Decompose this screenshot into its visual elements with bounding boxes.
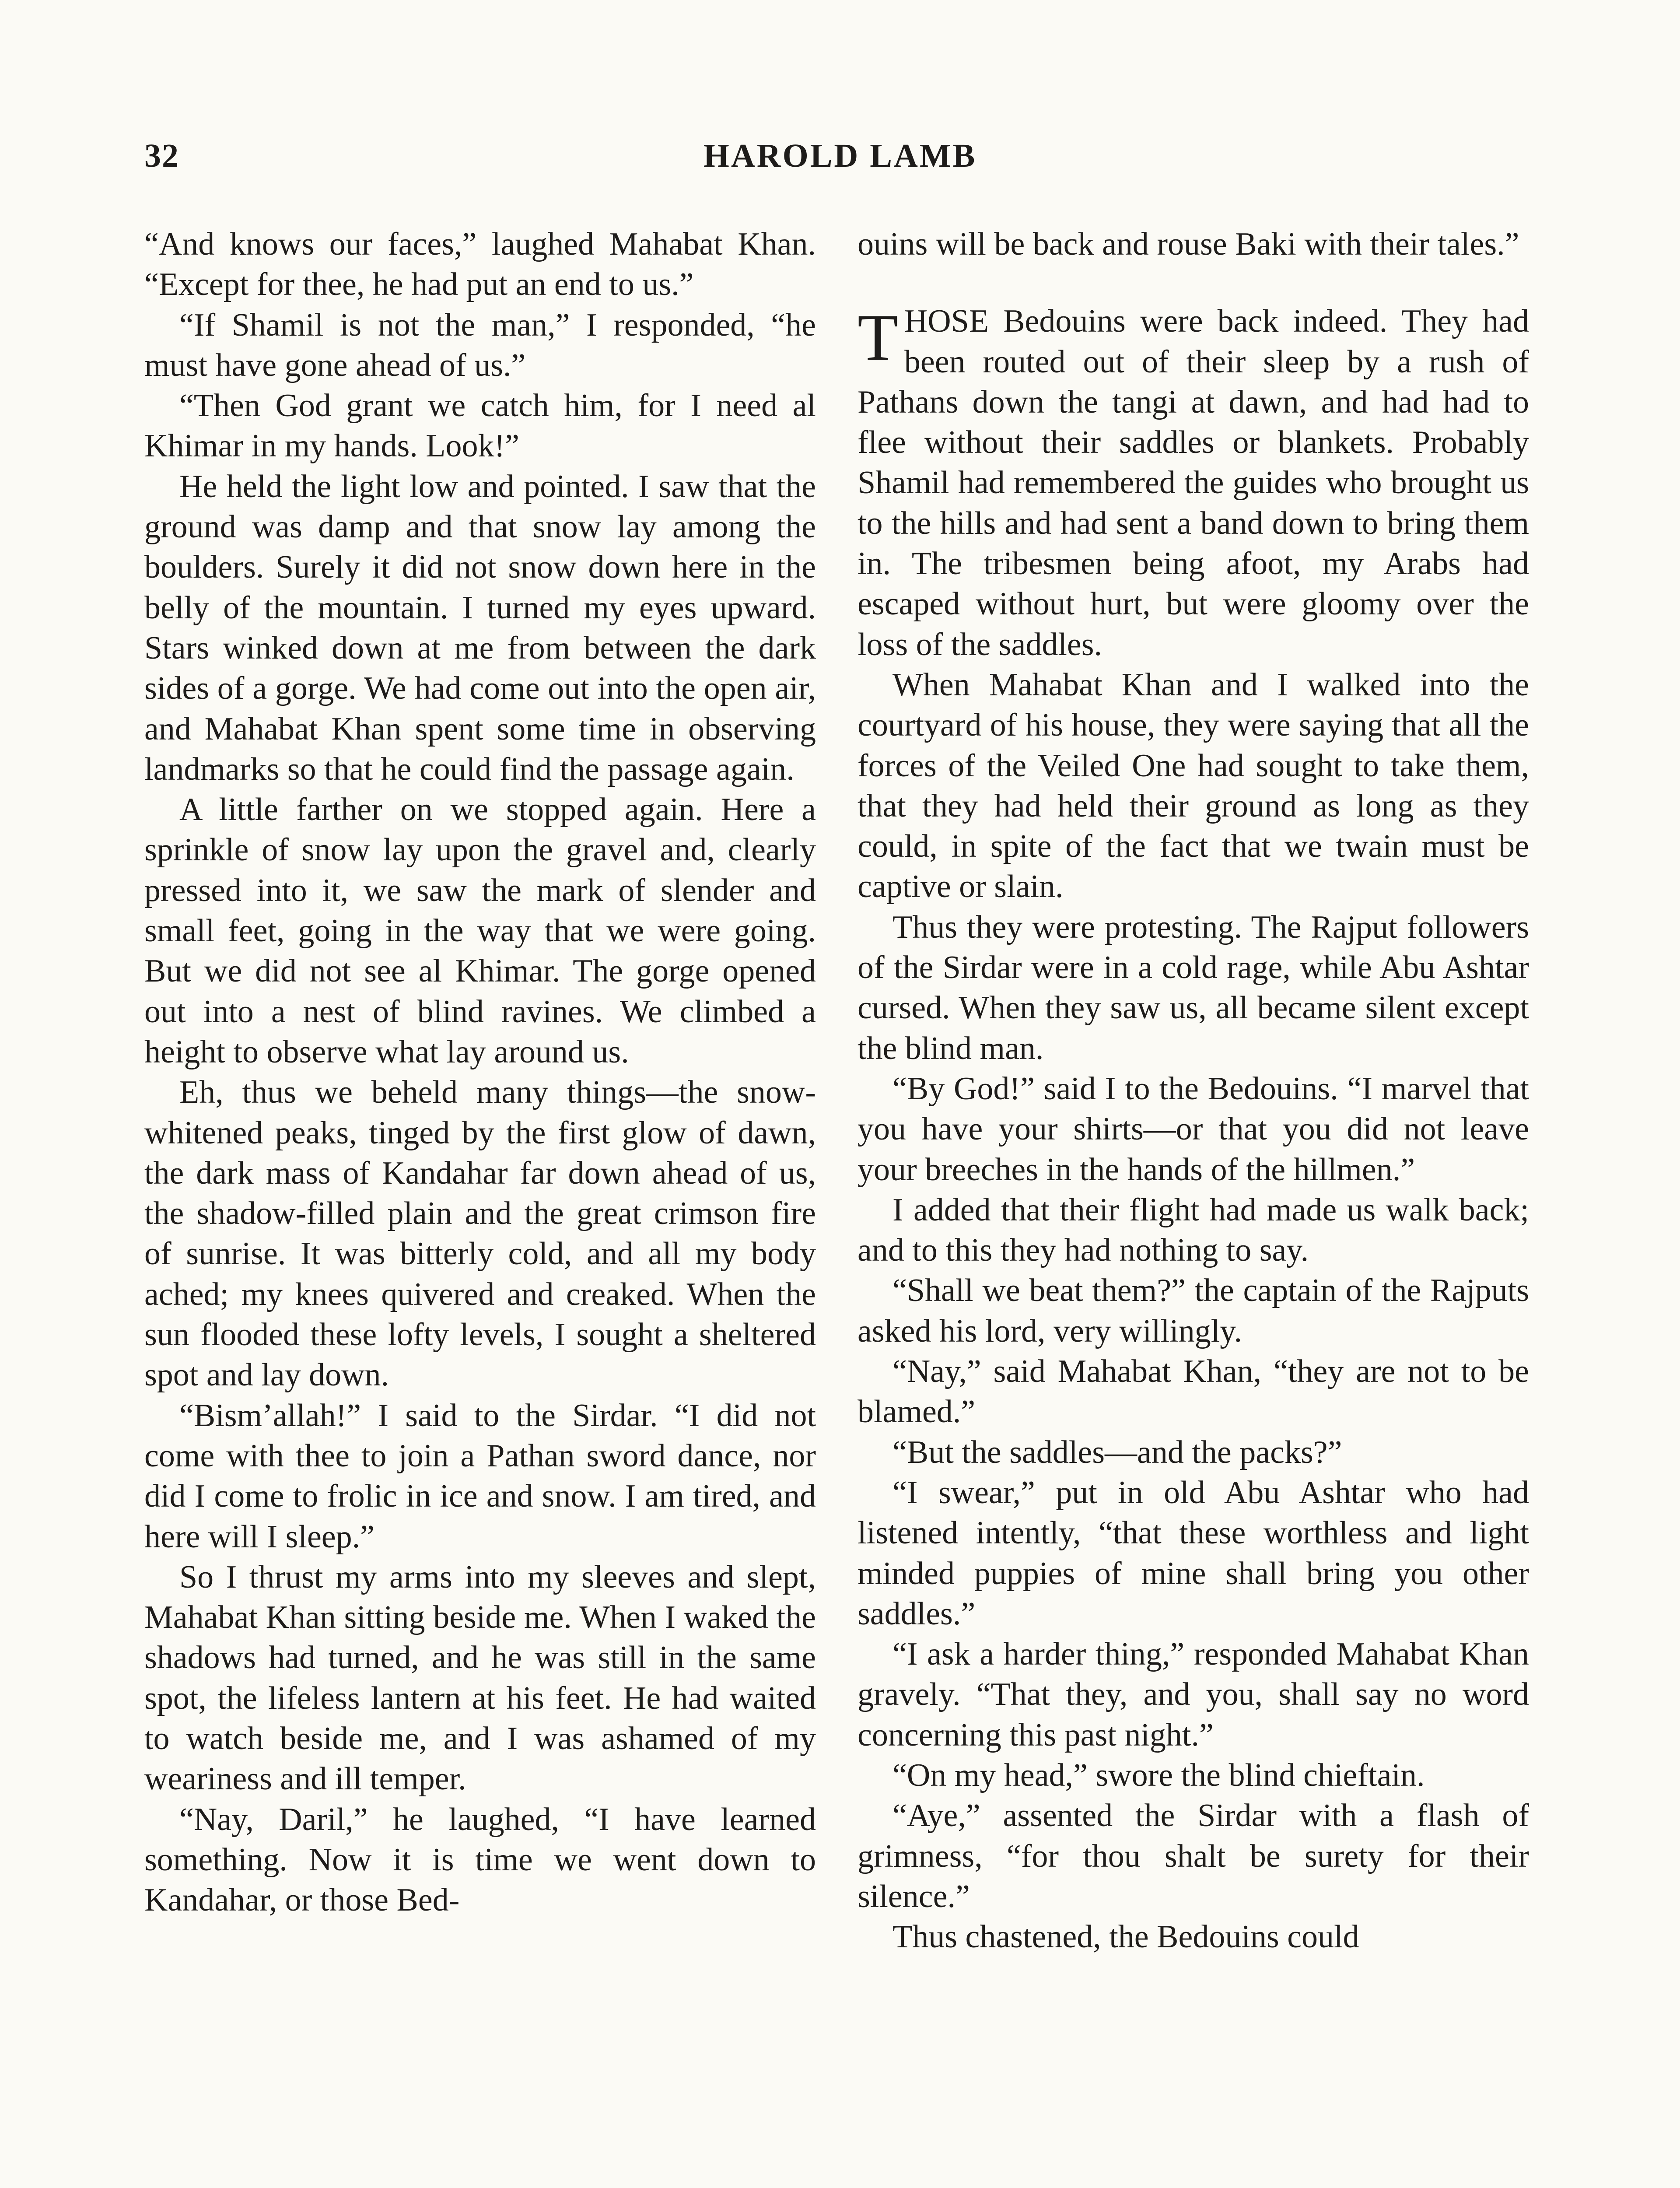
section-opening-paragraph bbox=[858, 301, 1529, 665]
paragraph: “Bism’allah!” I said to the Sirdar. “I did not come with thee to join a Pathan sword dance, nor did I come to frolic in ice and snow. I am tired, and here will I sleep.” bbox=[144, 1397, 816, 1555]
section-opening-text: HOSE Bedouins were back indeed. They had been routed out of their sleep by a rush of Pathans down the tangi at dawn, and had had to flee without their saddles or blankets. Probably Shamil had remembered the guides who brought us to the hills and had sent a band down to bring them in. The tribesmen being afoot, my Arabs had escaped without hurt, but were gloomy over the loss of the saddles. bbox=[858, 303, 1529, 663]
section-break bbox=[858, 264, 1529, 301]
paragraph: “By God!” said I to the Bedouins. “I marvel that you have your shirts—or that you did not leave your breeches in the hands of the hillmen.” bbox=[858, 1070, 1529, 1188]
drop-cap: T bbox=[858, 301, 898, 375]
paragraph: I added that their flight had made us walk back; and to this they had nothing to say. bbox=[858, 1192, 1529, 1269]
paragraph: “On my head,” swore the blind chieftain. bbox=[892, 1757, 1425, 1793]
paragraph: Thus they were protesting. The Rajput followers of the Sirdar were in a cold rage, while Abu Ashtar cursed. When they saw us, all became silent except the blind man. bbox=[858, 909, 1529, 1066]
paragraph: When Mahabat Khan and I walked into the courtyard of his house, they were saying that all the forces of the Veiled One had sought to take them, that they had held their ground as long as they could, in spite of the fact that we twain must be captive or slain. bbox=[858, 666, 1529, 905]
paragraph: A little farther on we stopped again. Here a sprinkle of snow lay upon the gravel and, clearly pressed into it, we saw the mark of slender and small feet, going in the way that we were going. But we did not see al Khimar. The gorge opened out into a nest of blind ravines. We climbed a height to observe what lay around us. bbox=[144, 792, 816, 1070]
left-column bbox=[144, 224, 816, 1920]
paragraph-continuation: ouins will be back and rouse Baki with their tales.” bbox=[858, 226, 1519, 262]
paragraph: “But the saddles—and the packs?” bbox=[892, 1434, 1342, 1470]
paragraph: “Aye,” assented the Sirdar with a flash of grimness, “for thou shalt be surety for their silence.” bbox=[858, 1798, 1529, 1914]
paragraph: He held the light low and pointed. I saw that the ground was damp and that snow lay among the boulders. Surely it did not snow down here in the belly of the mountain. I turned my eyes upward. Stars winked down at me from between the dark sides of a gorge. We had come out into the open air, and Mahabat Khan spent some time in observing landmarks so that he could find the passage again. bbox=[144, 468, 816, 787]
paragraph: “Shall we beat them?” the captain of the Rajputs asked his lord, very willingly. bbox=[858, 1273, 1529, 1349]
paragraph: Eh, thus we beheld many things—the snow-whitened peaks, tinged by the first glow of dawn, the dark mass of Kandahar far down ahead of us, the shadow-filled plain and the great crimson fire of sunrise. It was bitterly cold, and all my body ached; my knees quivered and creaked. When the sun flooded these lofty levels, I sought a sheltered spot and lay down. bbox=[144, 1074, 816, 1393]
right-column bbox=[858, 224, 1529, 1957]
paragraph: “I ask a harder thing,” responded Mahabat Khan gravely. “That they, and you, shall say no word concerning this past night.” bbox=[858, 1636, 1529, 1753]
paragraph: “If Shamil is not the man,” I responded, “he must have gone ahead of us.” bbox=[144, 307, 816, 383]
paragraph: “I swear,” put in old Abu Ashtar who had listened intently, “that these worthless and light minded puppies of mine shall bring you other saddles.” bbox=[858, 1474, 1529, 1632]
paragraph: “Nay,” said Mahabat Khan, “they are not to be blamed.” bbox=[858, 1353, 1529, 1430]
paragraph: Thus chastened, the Bedouins could bbox=[892, 1919, 1359, 1955]
paragraph: “Nay, Daril,” he laughed, “I have learned something. Now it is time we went down to Kandahar, or those Bed- bbox=[144, 1801, 816, 1918]
paragraph: “And knows our faces,” laughed Mahabat Khan. “Except for thee, he had put an end to us.” bbox=[144, 226, 816, 303]
paragraph: So I thrust my arms into my sleeves and slept, Mahabat Khan sitting beside me. When I waked the shadows had turned, and he was still in the same spot, the lifeless lantern at his feet. He had waited to watch beside me, and I was ashamed of my weariness and ill temper. bbox=[144, 1559, 816, 1797]
paragraph: “Then God grant we catch him, for I need al Khimar in my hands. Look!” bbox=[144, 388, 816, 464]
page-number: 32 bbox=[144, 137, 179, 174]
running-head: HAROLD LAMB bbox=[703, 137, 977, 174]
